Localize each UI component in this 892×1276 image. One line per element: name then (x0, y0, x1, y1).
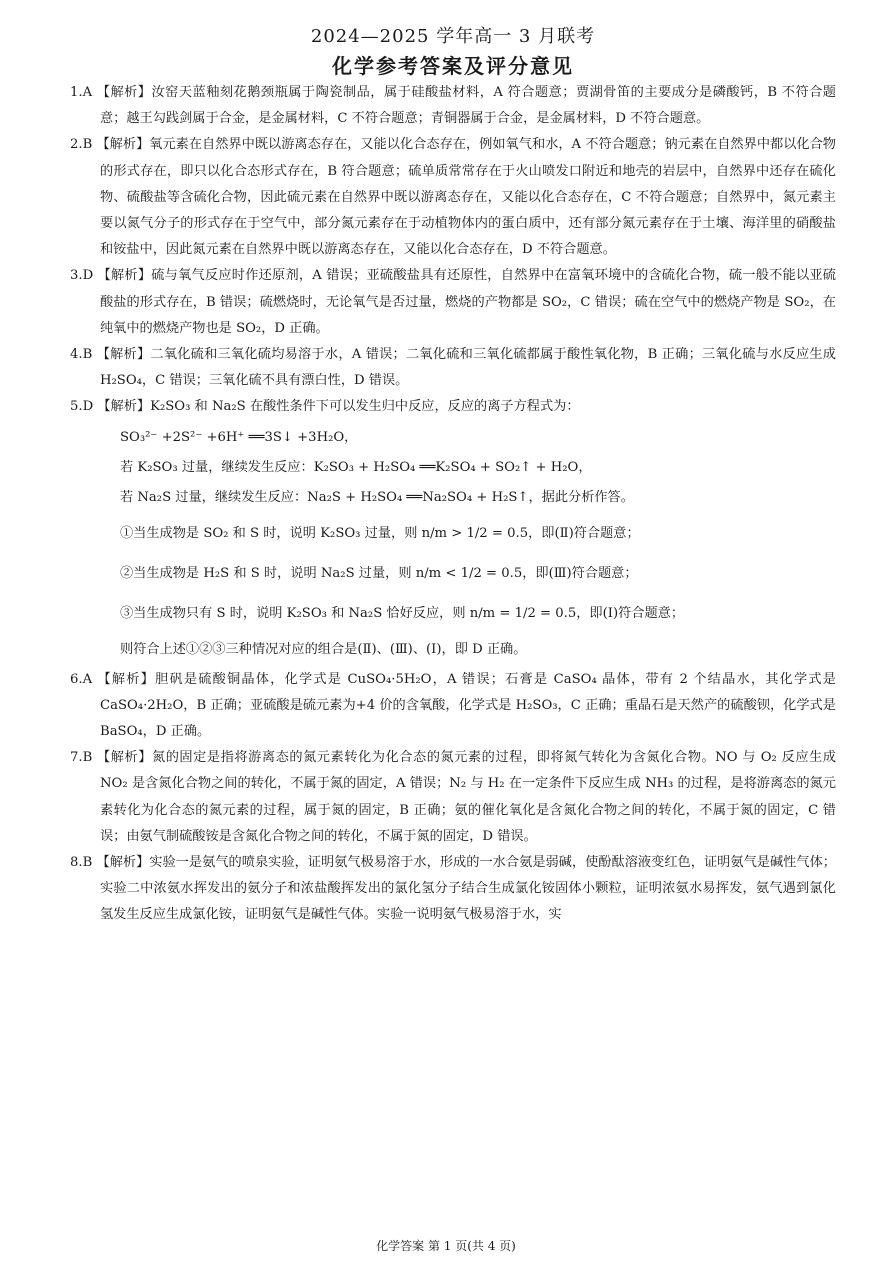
answer-6-text: 6.A 【解析】胆矾是硫酸铜晶体，化学式是 CuSO₄·5H₂O，A 错误；石膏是 CaSO₄ 晶体，带有 2 个结晶水，其化学式是 CaSO₄·2H₂O，B 正确；亚硫酸是硫元素为+4 价的含氧酸，化学式是 H₂SO₃，C 正确；重晶石是天然产的硫酸钡，化学式是 BaSO₄，D 正确。 (70, 671, 836, 740)
na2s-excess-equation: 若 Na₂S 过量，继续发生反应：Na₂S + H₂SO₄ ══Na₂SO₄ + H₂S↑，据此分析作答。 (120, 489, 634, 505)
answer-item-8 (70, 850, 836, 929)
exam-title: 2024—2025 学年高一 3 月联考 (310, 26, 596, 47)
answer-5-text: 5.D 【解析】K₂SO₃ 和 Na₂S 在酸性条件下可以发生归中反应，反应的离子方程式为： (70, 399, 580, 415)
answer-title: 化学参考答案及评分意见 (332, 54, 574, 78)
answer-page (0, 24, 892, 1276)
answer-4-text: 4.B 【解析】二氧化硫和三氧化硫均易溶于水，A 错误；二氧化硫和三氧化硫都属于酸性氧化物，B 正确；三氧化硫与水反应生成 H₂SO₄，C 错误；三氧化硫不具有漂白性，D 错误。 (70, 347, 836, 389)
answer-7-text: 7.B 【解析】氮的固定是指将游离态的氮元素转化为化合态的氮元素的过程，即将氮气转化为含氮化合物。NO 与 O₂ 反应生成 NO₂ 是含氮化合物之间的转化，不属于氮的固定，A 错误；N₂ 与 H₂ 在一定条件下反应生成 NH₃ 的过程，是将游离态的氮元素转化为化合态的氮元素的过程，属于氮的固定，B 正确；氨的催化氧化是含氮化合物之间的转化，不属于氮的固定，C 错误；由氨气制硫酸铵是含氮化合物之间的转化，不属于氮的固定，D 错误。 (70, 750, 836, 844)
answer-item-2 (70, 132, 836, 263)
page-header (70, 24, 836, 80)
answer-list (70, 80, 836, 929)
answer-item-4 (70, 342, 836, 394)
ionic-equation: SO₃²⁻ +2S²⁻ +6H⁺ ══3S↓ +3H₂O， (120, 429, 358, 445)
k2so3-excess-equation: 若 K₂SO₃ 过量，继续发生反应：K₂SO₃ + H₂SO₄ ══K₂SO₄ + SO₂↑ + H₂O， (120, 459, 592, 475)
answer-2-text: 2.B 【解析】氧元素在自然界中既以游离态存在，又能以化合态存在，例如氧气和水，A 不符合题意；钠元素在自然界中都以化合物的形式存在，即只以化合态形式存在，B 符合题意；硫单质常常存在于火山喷发口附近和地壳的岩层中，自然界中还存在硫化物、硫酸盐等含硫化合物，因此硫元素在自然界中既以游离态存在，又能以化合态存在，C 不符合题意；自然界中，氮元素主要以氮气分子的形式存在于空气中，部分氮元素存在于动植物体内的蛋白质中，还有部分氮元素存在于土壤、海洋里的硝酸盐和铵盐中，因此氮元素在自然界中既以游离态存在，又能以化合态存在，D 不符合题意。 (70, 137, 836, 258)
case-3: ③当生成物只有 S 时，说明 K₂SO₃ 和 Na₂S 恰好反应，则 n/m = 1/2 = 0.5，即(Ⅰ)符合题意； (120, 605, 685, 621)
answer-8-text: 8.B 【解析】实验一是氨气的喷泉实验，证明氨气极易溶于水，形成的一水合氨是弱碱，使酚酞溶液变红色，证明氨气是碱性气体；实验二中浓氨水挥发出的氨分子和浓盐酸挥发出的氯化氢分子结合生成氯化铵固体小颗粒，证明浓氨水易挥发，氨气遇到氯化氢发生反应生成氯化铵，证明氨气是碱性气体。实验一说明氨气极易溶于水，实 (70, 855, 836, 923)
case-2: ②当生成物是 H₂S 和 S 时，说明 Na₂S 过量，则 n/m < 1/2 = 0.5，即(Ⅲ)符合题意； (120, 565, 638, 581)
answer-item-3 (70, 263, 836, 342)
answer-item-5 (70, 394, 836, 662)
answer-3-text: 3.D 【解析】硫与氧气反应时作还原剂，A 错误；亚硫酸盐具有还原性，自然界中在富氧环境中的含硫化合物，硫一般不能以亚硫酸盐的形式存在，B 错误；硫燃烧时，无论氧气是否过量，燃烧的产物都是 SO₂，C 错误；硫在空气中的燃烧产物是 SO₂，在纯氧中的燃烧产物也是 SO₂，D 正确。 (70, 268, 836, 336)
answer-5-conclusion: 则符合上述①②③三种情况对应的组合是(Ⅱ)、(Ⅲ)、(Ⅰ)，即 D 正确。 (120, 641, 527, 657)
answer-item-6 (70, 667, 836, 746)
page-footer: 化学答案 第 1 页(共 4 页) (376, 1239, 516, 1253)
case-1: ①当生成物是 SO₂ 和 S 时，说明 K₂SO₃ 过量，则 n/m > 1/2 = 0.5，即(Ⅱ)符合题意； (120, 525, 640, 541)
answer-item-7 (70, 745, 836, 850)
answer-item-1 (70, 80, 836, 132)
answer-1-text: 1.A 【解析】汝窑天蓝釉刻花鹅颈瓶属于陶瓷制品，属于硅酸盐材料，A 符合题意；贾湖骨笛的主要成分是磷酸钙，B 不符合题意；越王勾践剑属于合金，是金属材料，C 不符合题意；青铜器属于合金，是金属材料，D 不符合题意。 (70, 85, 836, 127)
